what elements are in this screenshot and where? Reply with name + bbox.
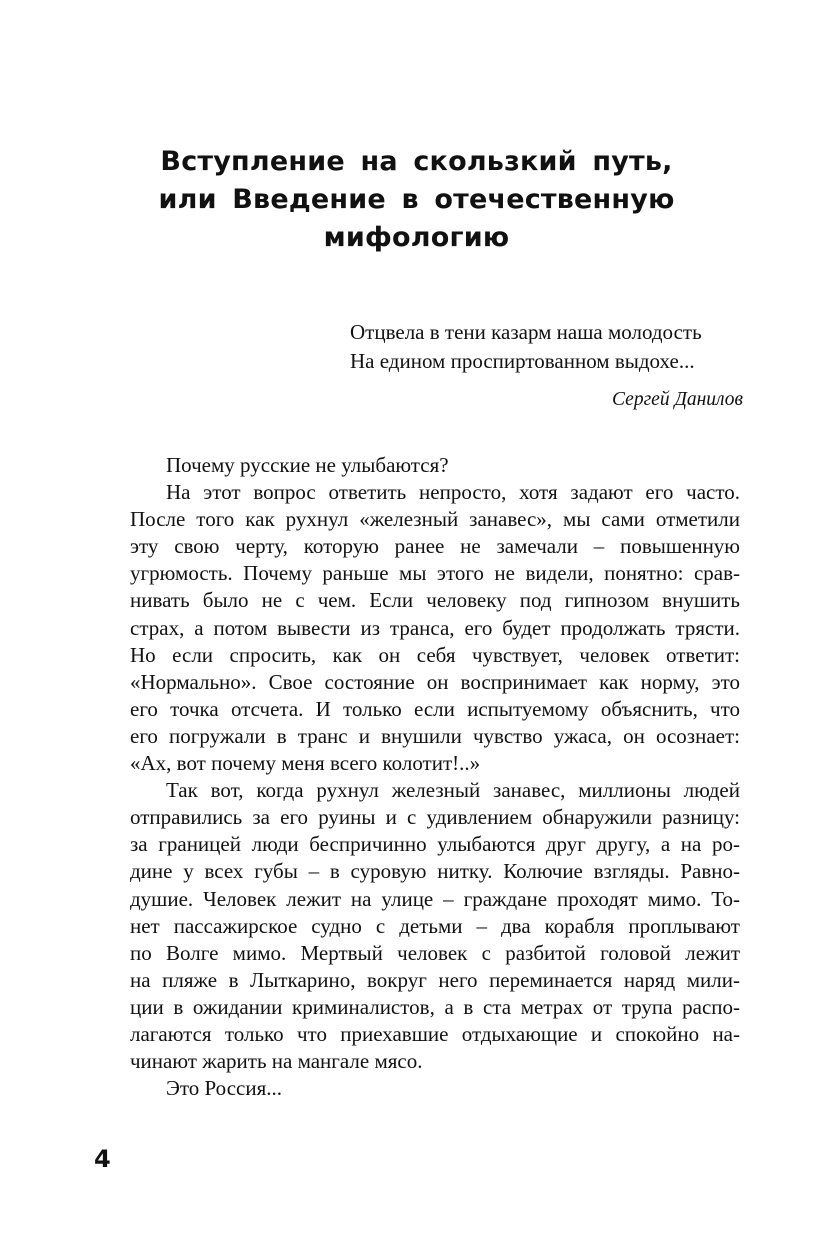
text-line: Но если спросить, как он себя чувствует, человек ответит: [130,642,740,667]
chapter-title-line: Вступление на скользкий путь, [160,146,673,177]
page-number: 4 [94,1145,111,1173]
text-line: нет пассажирское судно с детьми – два корабля проплывают [130,913,740,938]
text-line: за границей люди беспричинно улыбаются друг другу, а на ро- [130,832,740,857]
chapter-title-line: мифологию [323,222,510,253]
epigraph-line: Отцвела в тени казарм наша молодость [350,320,702,344]
epigraph-line: На едином проспиртованном выдохе... [350,349,695,373]
epigraph-author: Сергей Данилов [612,389,743,410]
text-line: его точка отсчета. И только если испытуемому объяснить, что [130,696,740,721]
text-line: дине у всех губы – в суровую нитку. Колючие взгляды. Равно- [130,859,740,884]
epigraph [350,318,745,376]
text-line: угрюмость. Почему раньше мы этого не видели, понятно: срав- [130,561,740,586]
chapter-title [90,143,743,257]
text-line: нивать было не с чем. Если человеку под гипнозом внушить [130,588,740,613]
text-line: эту свою черту, которую ранее не замечали – повышенную [130,534,740,559]
paragraph [94,1075,740,1102]
text-line: Почему русские не улыбаются? [166,453,449,477]
text-line: чинают жарить на мангале мясо. [130,1049,423,1074]
text-line: «Нормально». Свое состояние он воспринимает как норму, это [130,669,740,694]
text-line: ции в ожидании криминалистов, а в ста метрах от трупа распо- [130,994,740,1019]
text-line: отправились за его руины и с удивлением обнаружили разницу: [130,805,740,830]
paragraph [94,777,740,1075]
text-line: на пляже в Лыткарино, вокруг него переминается наряд мили- [130,967,740,992]
text-line: лагаются только что приехавшие отдыхающие и спокойно на- [130,1021,740,1046]
text-line: по Волге мимо. Мертвый человек с разбитой головой лежит [130,940,740,965]
text-line: После того как рухнул «железный занавес», мы сами отметили [130,507,740,532]
text-line: Это Россия... [166,1076,282,1101]
paragraph [94,452,740,479]
body-text [94,452,740,1102]
text-line: страх, а потом вывести из транса, его будет продолжать трясти. [130,615,740,640]
paragraph [94,479,740,777]
text-line: На этот вопрос ответить непросто, хотя задают его часто. [166,480,740,505]
text-line: душие. Человек лежит на улице – граждане проходят мимо. То- [130,886,740,911]
text-line: Так вот, когда рухнул железный занавес, миллионы людей [166,778,740,803]
chapter-title-line: или Введение в отечественную [158,184,675,215]
text-line: «Ах, вот почему меня всего колотит!..» [130,751,481,776]
text-line: его погружали в транс и внушили чувство ужаса, он осознает: [130,723,740,748]
